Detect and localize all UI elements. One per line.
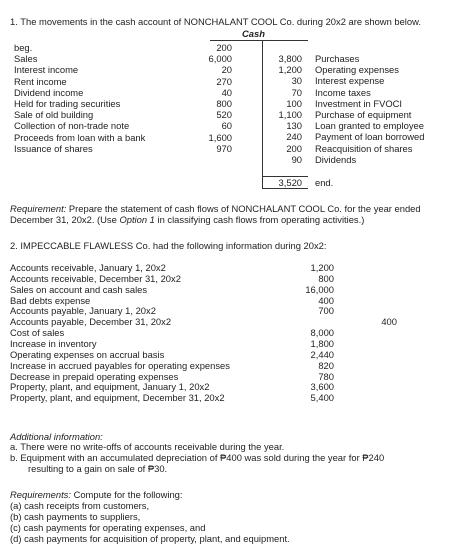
credit-label: Operating expenses: [315, 64, 399, 76]
credit-label: Purchase of equipment: [315, 109, 412, 120]
debit-label: beg.: [14, 42, 33, 53]
credit-label: Dividends: [315, 153, 357, 165]
credit-label: Reacquisition of shares: [315, 142, 413, 154]
credit-value: 1,100: [278, 109, 302, 120]
q2-item-label: Decrease in prepaid operating expenses: [10, 370, 179, 382]
end-label: end.: [315, 177, 334, 188]
requirement-text-2b: in classifying cash flows from operating activities.): [154, 214, 365, 225]
requirement-text-2a: December 31, 20x2. (Use: [10, 214, 120, 225]
q2-item-value: 800: [318, 272, 334, 284]
requirement-item: (b) cash payments to suppliers,: [10, 510, 141, 522]
q2-item-value: 400: [381, 316, 397, 328]
credit-value: 100: [286, 97, 302, 109]
q2-requirements-line: [10, 489, 183, 500]
debit-label: Interest income: [14, 64, 79, 76]
debit-value: 270: [216, 75, 232, 87]
requirement-label: Requirement:: [10, 203, 67, 214]
info-item-b-line1: b. Equipment with an accumulated depreciation of ₱400 was sold during the year for ₱240: [10, 452, 385, 463]
q2-item-value: 2,440: [310, 348, 334, 360]
q2-item-label: Accounts receivable, December 31, 20x2: [10, 272, 181, 284]
credit-label: Interest expense: [315, 75, 385, 87]
debit-value: 800: [216, 98, 232, 109]
debit-label: Issuance of shares: [14, 142, 93, 154]
requirement-item: (d) cash payments for acquisition of property, plant, and equipment.: [10, 532, 290, 544]
q2-item-value: 1,200: [310, 262, 334, 273]
debit-value: 60: [221, 120, 232, 132]
credit-label: Loan granted to employee: [315, 120, 424, 132]
debit-label: Sale of old building: [14, 109, 94, 121]
q2-title: 2. IMPECCABLE FLAWLESS Co. had the following information during 20x2:: [10, 240, 327, 251]
q2-item-label: Increase in inventory: [10, 337, 97, 349]
debit-label: Sales: [14, 53, 38, 65]
q2-item-label: Accounts receivable, January 1, 20x2: [10, 262, 166, 273]
requirement-option: Option 1: [119, 214, 155, 225]
q2-item-label: Bad debts expense: [10, 294, 91, 306]
debit-label: Rent income: [14, 75, 67, 87]
credit-value: 1,200: [278, 64, 302, 76]
debit-value: 520: [216, 109, 232, 121]
q2-item-label: Increase in accrued payables for operating expenses: [10, 359, 230, 371]
debit-value: 1,600: [208, 131, 232, 143]
debit-label: Dividend income: [14, 86, 84, 98]
debit-label: Proceeds from loan with a bank: [14, 131, 146, 143]
q1-requirement-line1: [10, 203, 421, 214]
additional-info-title: Additional information:: [10, 431, 103, 442]
q2-item-value: 3,600: [310, 381, 334, 393]
credit-value: 90: [291, 153, 302, 165]
q2-item-label: Property, plant, and equipment, January 1, 20x2: [10, 381, 210, 393]
debit-value: 20: [221, 64, 232, 76]
end-value: 3,520: [278, 177, 302, 188]
credit-label: Payment of loan borrowed: [315, 131, 425, 143]
credit-label: Investment in FVOCI: [315, 97, 403, 109]
debit-value: 6,000: [208, 53, 232, 65]
credit-value: 30: [291, 75, 302, 87]
credit-value: 3,800: [278, 53, 302, 64]
requirements-intro: Compute for the following:: [70, 489, 183, 500]
q2-item-value: 400: [318, 294, 334, 306]
q2-item-label: Accounts payable, January 1, 20x2: [10, 305, 156, 317]
q2-item-label: Sales on account and cash sales: [10, 283, 148, 295]
q2-item-value: 8,000: [310, 327, 334, 339]
info-item-a: a. There were no write-offs of accounts receivable during the year.: [10, 441, 285, 452]
t-account-top-line: [210, 40, 308, 41]
requirement-item: (c) cash payments for operating expenses, and: [10, 521, 206, 533]
info-item-b-line2: resulting to a gain on sale of ₱30.: [28, 463, 168, 474]
q2-item-value: 1,800: [310, 337, 334, 349]
account-name: Cash: [242, 28, 265, 39]
q2-item-label: Property, plant, and equipment, December 31, 20x2: [10, 392, 225, 404]
requirement-item: (a) cash receipts from customers,: [10, 500, 150, 511]
requirements-label: Requirements:: [10, 489, 71, 500]
credit-value: 130: [286, 120, 302, 132]
debit-label: Held for trading securities: [14, 98, 121, 109]
q1-title: 1. The movements in the cash account of NONCHALANT COOL Co. during 20x2 are shown below.: [10, 16, 421, 27]
q2-item-value: 820: [318, 359, 334, 371]
debit-value: 200: [216, 42, 232, 53]
q1-requirement-line2: [10, 214, 364, 225]
requirement-text-1: Prepare the statement of cash flows of NONCHALANT COOL Co. for the year ended: [66, 203, 421, 214]
q2-item-value: 700: [318, 305, 334, 317]
q2-item-label: Operating expenses on accrual basis: [10, 348, 165, 360]
credit-value: 200: [286, 142, 302, 154]
q2-item-value: 5,400: [310, 392, 334, 404]
debit-value: 40: [221, 86, 232, 98]
credit-value: 240: [286, 131, 302, 143]
debit-label: Collection of non-trade note: [14, 120, 130, 132]
q2-item-label: Accounts payable, December 31, 20x2: [10, 316, 172, 328]
q2-item-value: 780: [318, 370, 334, 382]
q2-item-label: Cost of sales: [10, 327, 65, 339]
credit-label: Purchases: [315, 53, 360, 64]
credit-value: 70: [291, 86, 302, 98]
debit-value: 970: [216, 142, 232, 154]
credit-label: Income taxes: [315, 86, 371, 98]
q2-item-value: 16,000: [305, 283, 334, 295]
